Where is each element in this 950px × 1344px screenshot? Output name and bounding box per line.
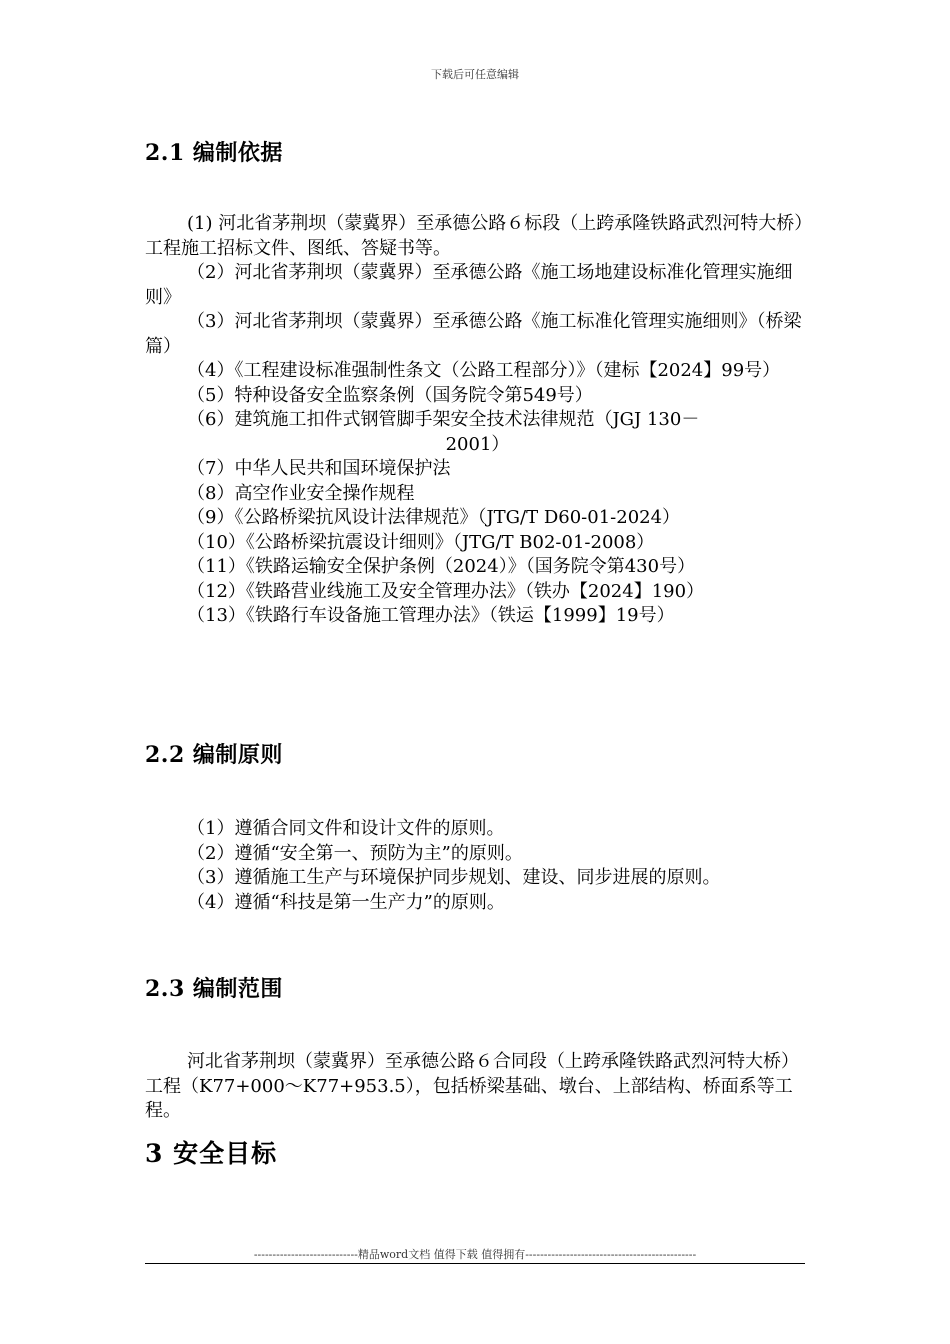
paragraph: 河北省茅荆坝（蒙冀界）至承德公路６合同段（上跨承隆铁路武烈河特大桥）工程（K77+000～K77+953.5），包括桥梁基础、墩台、上部结构、桥面系等工程。	[145, 1051, 799, 1121]
section-2-1-list	[145, 212, 810, 629]
section-heading-2-3: 2.3 编制范围	[145, 976, 283, 1002]
page-header: 下载后可任意编辑	[431, 68, 519, 81]
section-heading-2-1: 2.1 编制依据	[145, 140, 283, 166]
list-item: （9）《公路桥梁抗风设计法律规范》（JTG/T D60-01-2024）	[187, 507, 681, 528]
section-2-2-list	[145, 817, 810, 915]
section-heading-2-2: 2.2 编制原则	[145, 742, 283, 768]
list-item: （3）遵循施工生产与环境保护同步规划、建设、同步进展的原则。	[187, 867, 721, 888]
list-item: （2）河北省茅荆坝（蒙冀界）至承德公路《施工场地建设标准化管理实施细则》	[145, 262, 793, 308]
section-heading-3: 3 安全目标	[145, 1139, 278, 1168]
list-item: （2）遵循“安全第一、预防为主”的原则。	[187, 842, 523, 864]
list-item: （5）特种设备安全监察条例（国务院令第549号）	[187, 384, 593, 406]
list-item: （11）《铁路运输安全保护条例（2024）》（国务院令第430号）	[187, 556, 696, 577]
list-item: （12）《铁路营业线施工及安全管理办法》（铁办【2024】190）	[187, 580, 705, 602]
list-item-continuation: 2001）	[445, 433, 510, 455]
list-item: （1）遵循合同文件和设计文件的原则。	[187, 818, 505, 839]
list-item: （7）中华人民共和国环境保护法	[187, 458, 451, 479]
list-item: (1) 河北省茅荆坝（蒙冀界）至承德公路６标段（上跨承隆铁路武烈河特大桥）工程施工招标文件、图纸、答疑书等。	[145, 213, 804, 259]
list-item: （10）《公路桥梁抗震设计细则》（JTG/T B02-01-2008）	[187, 531, 655, 553]
section-2-3-body	[145, 1050, 810, 1124]
list-item: （3）河北省茅荆坝（蒙冀界）至承德公路《施工标准化管理实施细则》（桥梁篇）	[145, 311, 802, 357]
list-item: （8）高空作业安全操作规程	[187, 482, 415, 504]
list-item: （4）《工程建设标准强制性条文（公路工程部分）》（建标【2024】99号）	[187, 360, 781, 381]
list-item: （13）《铁路行车设备施工管理办法》（铁运【1999】19号）	[187, 605, 675, 626]
list-item: （4）遵循“科技是第一生产力”的原则。	[187, 891, 505, 913]
footer-rule	[145, 1263, 805, 1264]
page-footer: ----------------------------精品word文档 值得下载 值得拥有----------------------------------------------	[253, 1248, 697, 1261]
list-item: （6）建筑施工扣件式钢管脚手架安全技术法律规范（JGJ 130－	[187, 409, 700, 430]
